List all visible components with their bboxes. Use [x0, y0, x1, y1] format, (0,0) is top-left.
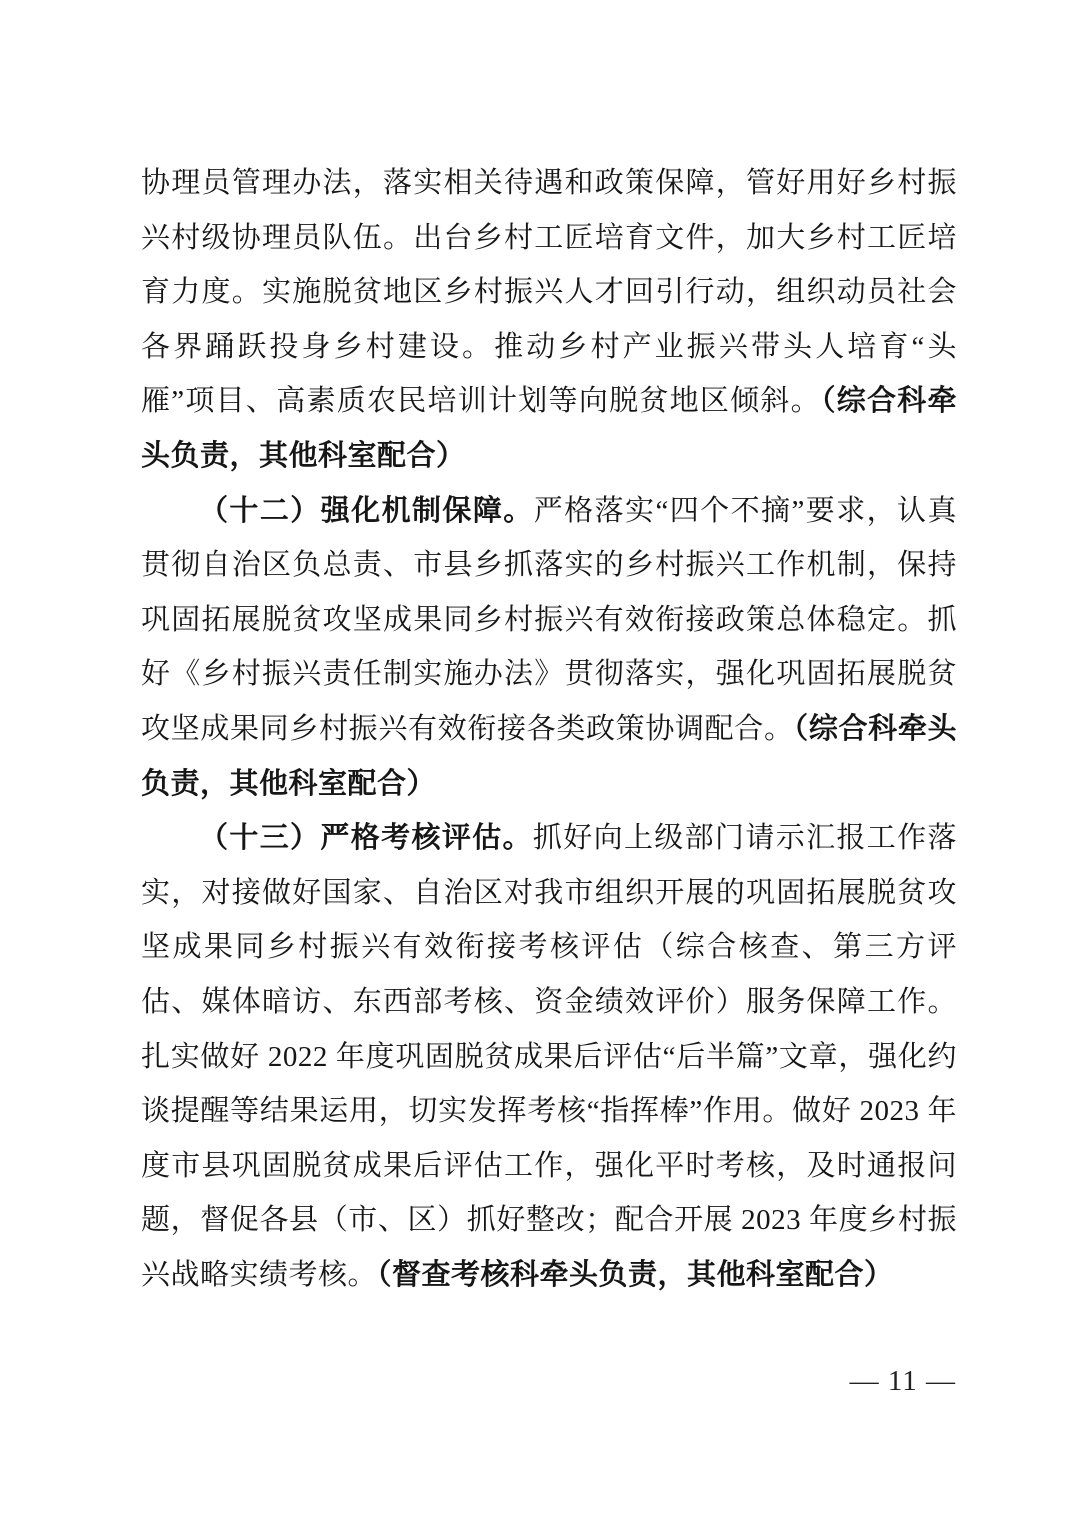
body-text-run: 抓好向上级部门请示汇报工作落实，对接做好国家、自治区对我市组织开展的巩固拓展脱贫攻坚成果同乡村振兴有效衔接考核评估（综合核查、第三方评估、媒体暗访、东西部考核、资金绩效评价）服务保障工作。扎实做好 2022 年度巩固脱贫成果后评估“后半篇”文章，强化约谈提醒等结果运用，切实发挥考核“指挥棒”作用。做好 2023 年度市县巩固脱贫成果后评估工作，强化平时考核，及时通报问题，督促各县（市、区）抓好整改；配合开展 2023 年度乡村振兴战略实绩考核。	[141, 822, 957, 1291]
body-text-run: 协理员管理办法，落实相关待遇和政策保障，管好用好乡村振兴村级协理员队伍。出台乡村工匠培育文件，加大乡村工匠培育力度。实施脱贫地区乡村振兴人才回引行动，组织动员社会各界踊跃投身乡村建设。推动乡村产业振兴带头人培育“头雁”项目、高素质农民培训计划等向脱贫地区倾斜。	[141, 167, 957, 418]
document-body	[141, 156, 957, 1302]
page-number	[850, 1364, 956, 1398]
paragraph-item-13	[141, 811, 957, 1302]
responsible-dept-note: （综合科牵头负责，其他科室配合）	[141, 712, 957, 800]
responsible-dept-note: （督查考核科牵头负责，其他科室配合）	[377, 1258, 894, 1291]
page-number-label: — 11 —	[849, 1365, 956, 1397]
paragraph-continuation	[141, 156, 957, 484]
paragraph-item-12	[141, 484, 957, 812]
section-heading-run: （十二）强化机制保障。	[199, 494, 534, 527]
section-heading-run: （十三）严格考核评估。	[199, 822, 533, 855]
body-text-run: 严格落实“四个不摘”要求，认真贯彻自治区负总责、市县乡抓落实的乡村振兴工作机制，保持巩固拓展脱贫攻坚成果同乡村振兴有效衔接政策总体稳定。抓好《乡村振兴责任制实施办法》贯彻落实，强化巩固拓展脱贫攻坚成果同乡村振兴有效衔接各类政策协调配合。	[141, 494, 957, 745]
responsible-dept-note: （综合科牵头负责，其他科室配合）	[141, 385, 957, 472]
